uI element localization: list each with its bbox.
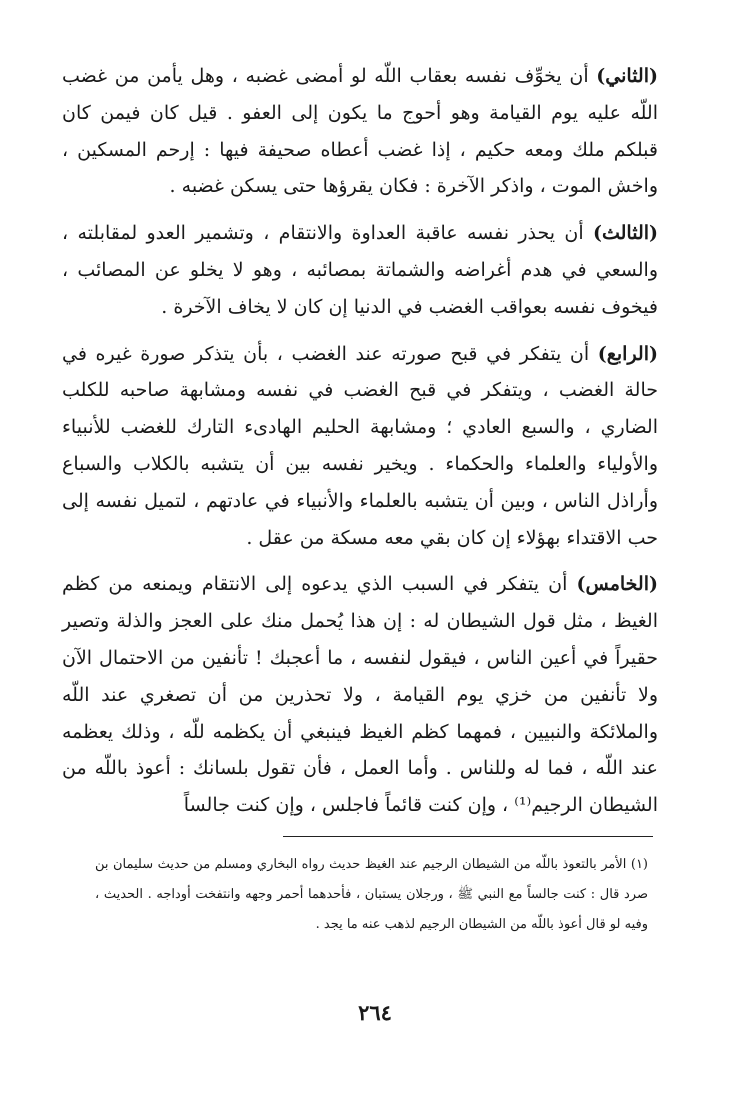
footnotes — [95, 850, 648, 940]
paragraph-body: أن يتفكر في قبح صورته عند الغضب ، بأن يتذكر صورة غيره في حالة الغضب ، ويتفكر في قبح الغضب في نفسه ومشابهة صاحبه للكلب الضاري ، والسبع العادي ؛ ومشابهة الحليم الهادىء التارك للغضب للأنبياء والأولياء والعلماء والحكماء . ويخير نفسه بين أن يتشبه بالكلاب والسباع وأراذل الناس ، وبين أن يتشبه بالعلماء والأنبياء في عادتهم ، لتميل نفسه إلى حب الاقتداء بهؤلاء إن كان بقي معه مسكة من عقل . — [62, 342, 658, 549]
paragraph-fifth — [62, 566, 658, 824]
paragraph-fourth — [62, 336, 658, 557]
paragraph-heading: (الخامس) — [576, 573, 658, 596]
paragraph-body: أن يخوِّف نفسه بعقاب اللّه لو أمضى غضبه ، وهل يأمن من غضب اللّه عليه يوم القيامة وهو أحوج ما يكون إلى العفو . قيل كان فيمن كان قبلكم ملك ومعه حكيم ، إذا غضب أعطاه صحيفة فيها : إرحم المسكين ، واخش الموت ، واذكر الآخرة : فكان يقرؤها حتى يسكن غضبه . — [62, 65, 658, 198]
paragraph-third — [62, 215, 658, 325]
paragraph-body: أن يتفكر في السبب الذي يدعوه إلى الانتقام ويمنعه من كظم الغيظ ، مثل قول الشيطان له : إن هذا يُحمل منك على العجز والذلة وتصير حقيراً في أعين الناس ، فيقول لنفسه ، ما أعجبك ! تأنفين من الاحتمال الآن ولا تأنفين من خزي يوم القيامة ، ولا تحذرين من أن تصغري عند اللّه والملائكة والنبيين ، فمهما كظم الغيظ فينبغي أن يكظمه للّه ، وذلك يعظمه عند اللّه ، فما له وللناس . وأما العمل ، فأن تقول بلسانك : أعوذ باللّه من الشيطان الرجيم⁽¹⁾ ، وإن كنت قائماً فاجلس ، وإن كنت جالساً — [62, 573, 658, 817]
footnote-1: (١) الأمر بالتعوذ باللّه من الشيطان الرجيم عند الغيظ حديث رواه البخاري ومسلم من حديث سليمان بن صرد قال : كنت جالساً مع النبي ﷺ ، ورجلان يستبان ، فأحدهما أحمر وجهه وانتفخت أوداجه . الحديث ، وفيه لو قال أعوذ باللّه من الشيطان الرجيم لذهب عنه ما يجد . — [95, 857, 648, 932]
paragraph-heading: (الثالث) — [592, 222, 658, 245]
paragraph-heading: (الثاني) — [596, 65, 658, 87]
paragraph-body: أن يحذر نفسه عاقبة العداوة والانتقام ، وتشمير العدو لمقابلته ، والسعي في هدم أغراضه والشماتة بمصائبه ، وهو لا يخلو عن المصائب ، فيخوف نفسه بعواقب الغضب في الدنيا إن كان لا يخاف الآخرة . — [62, 222, 658, 318]
paragraph-heading: (الرابع) — [597, 342, 658, 365]
page-number: ٢٦٤ — [358, 1000, 392, 1025]
footnote-divider — [283, 836, 653, 837]
main-text — [62, 58, 658, 834]
paragraph-second — [62, 58, 658, 205]
